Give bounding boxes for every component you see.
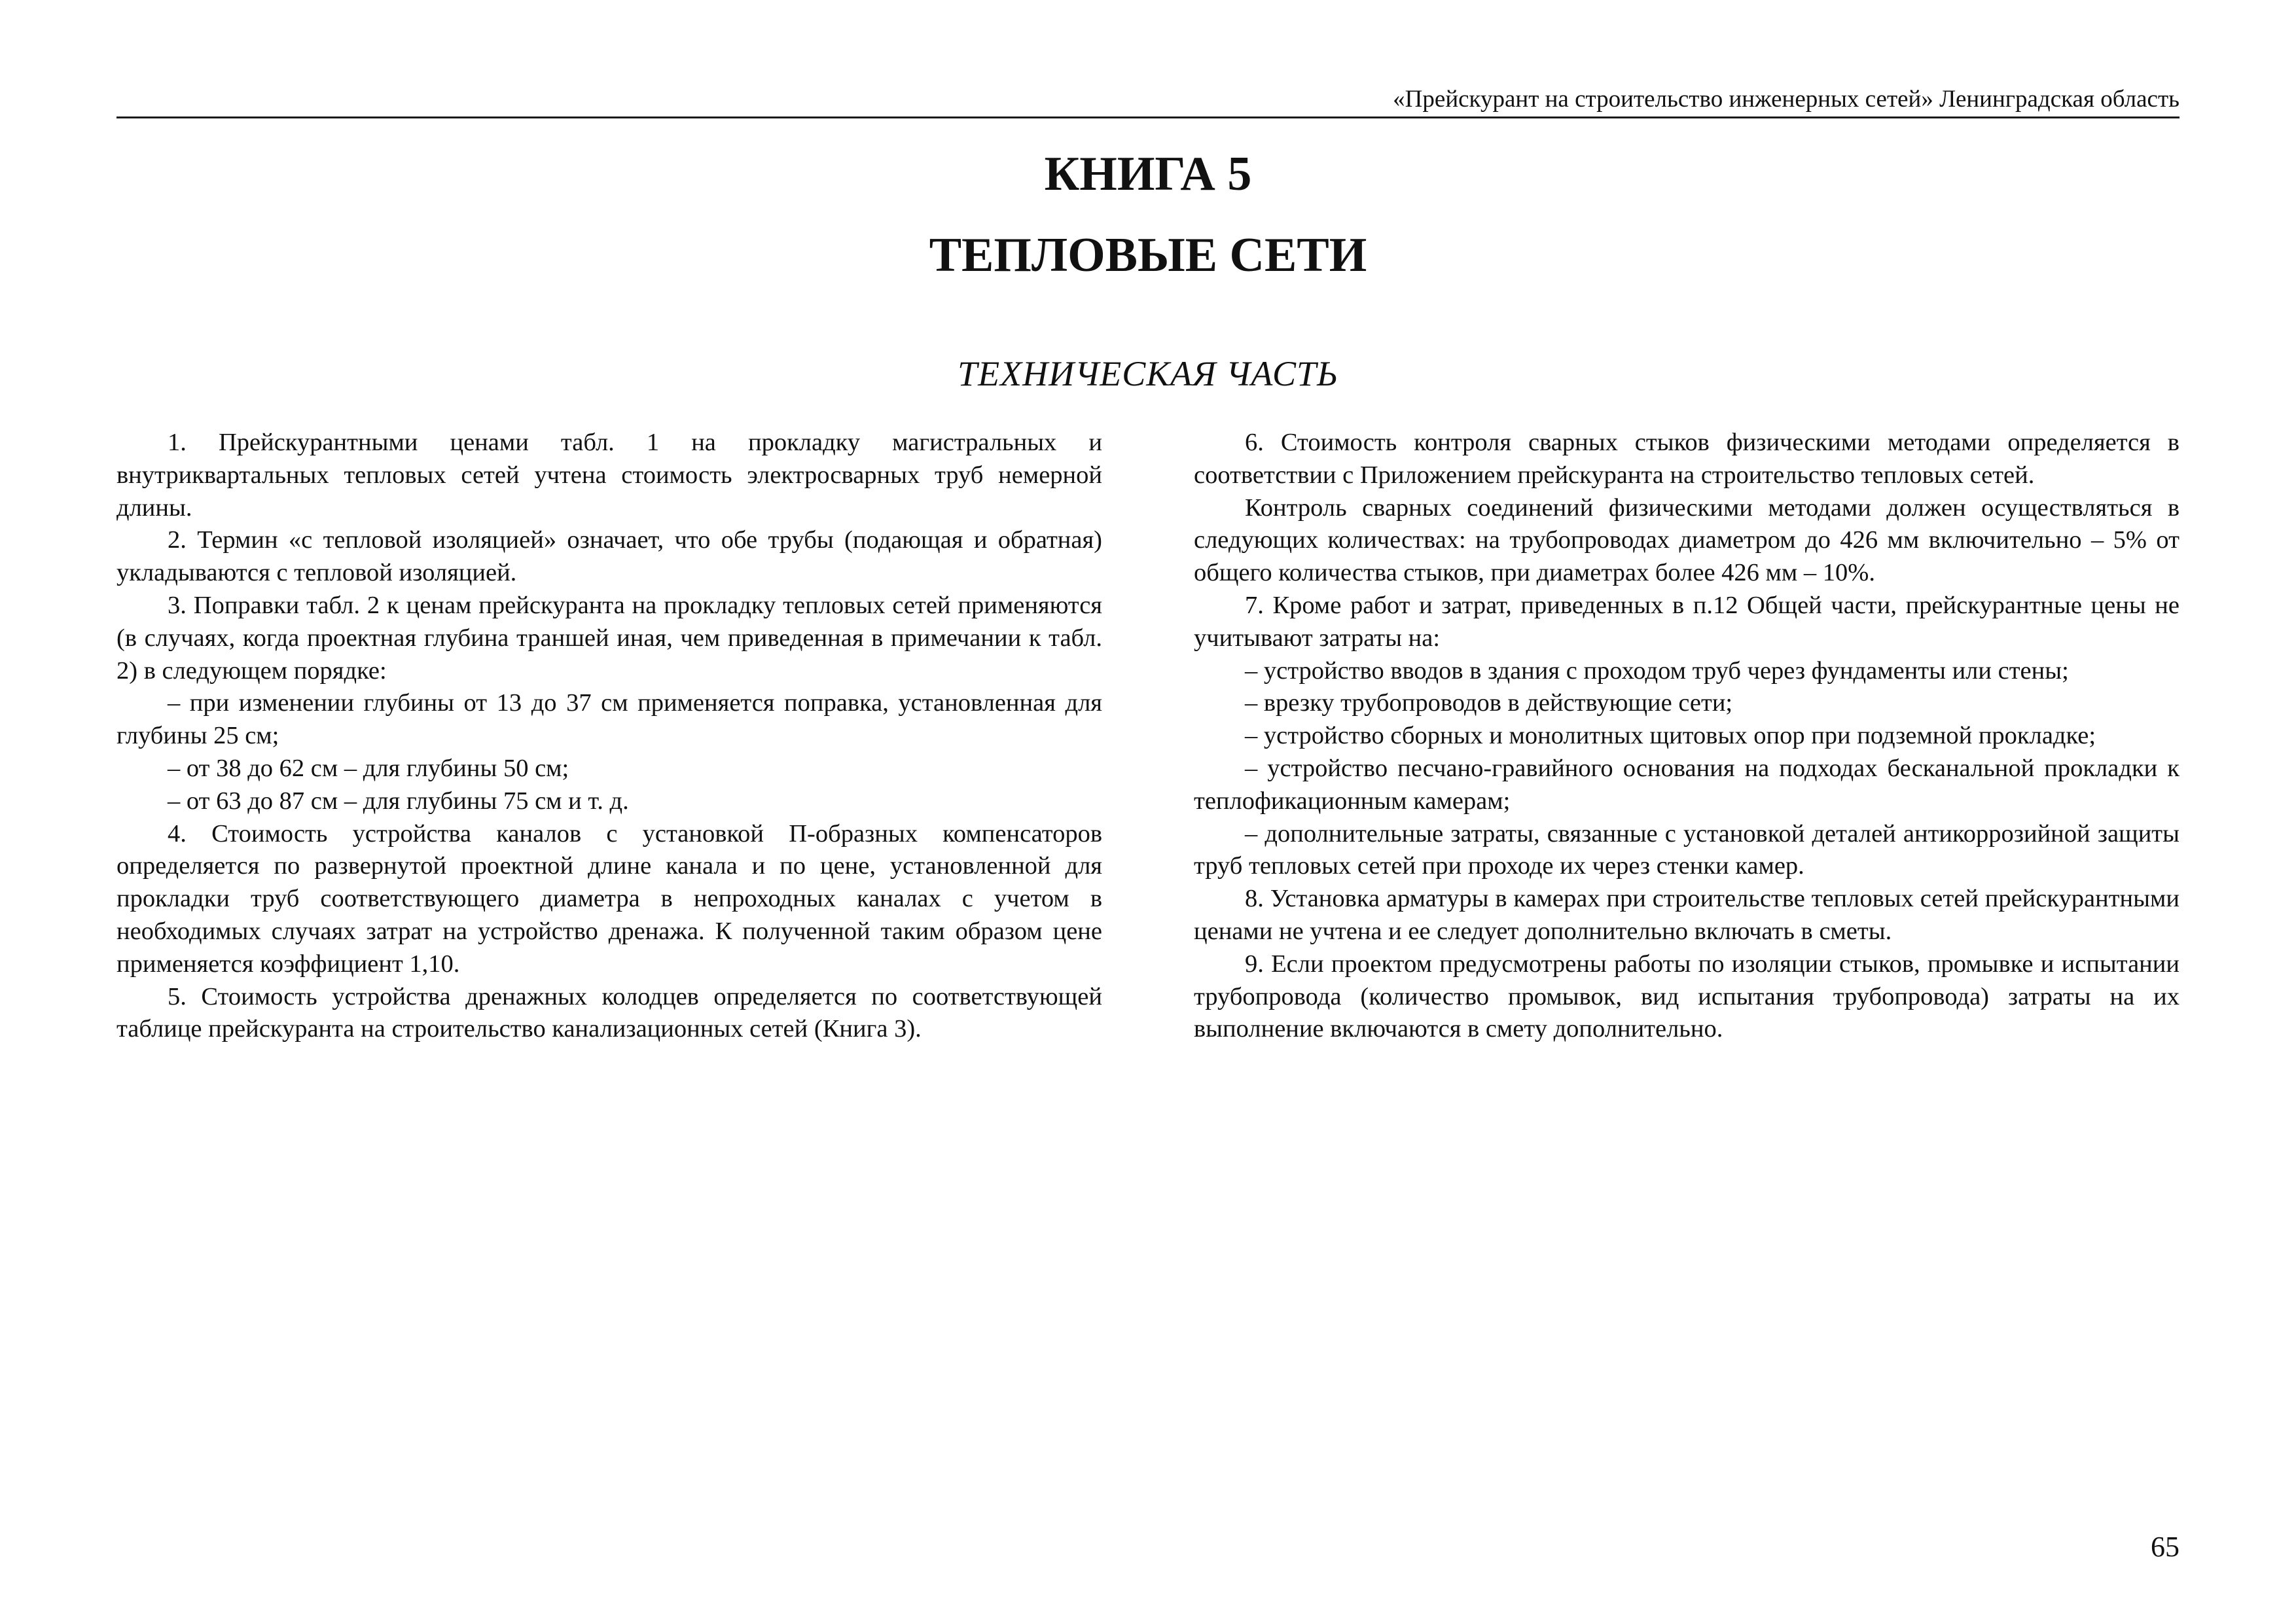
- paragraph-7-item-1: – устройство вводов в здания с проходом труб через фундаменты или стены;: [1245, 656, 2069, 685]
- left-column: [117, 427, 1102, 1046]
- header-rule: [117, 116, 2179, 118]
- paragraph-1: 1. Прейскурантными ценами табл. 1 на прокладку магистральных и внутриквартальных тепловых сетей учтена стоимость электросварных труб немерной длины.: [117, 429, 1102, 522]
- paragraph-3-item-3: – от 63 до 87 см – для глубины 75 см и т. д.: [168, 787, 629, 815]
- paragraph-6: 6. Стоимость контроля сварных стыков физическими методами определяется в соответствии с Приложением прейскуранта на строительство тепловых сетей.: [1194, 429, 2179, 489]
- paragraph-6-control: Контроль сварных соединений физическими методами должен осуществляться в следующих количествах: на трубопроводах диаметром до 426 мм включительно – 5% от общего количества стыков, при диаметрах более 426 мм – 10%.: [1194, 493, 2179, 587]
- paragraph-3-item-1: – при изменении глубины от 13 до 37 см применяется поправка, установленная для глубины 25 см;: [117, 689, 1102, 750]
- paragraph-7: 7. Кроме работ и затрат, приведенных в п.12 Общей части, прейскурантные цены не учитывают затраты на:: [1194, 591, 2179, 652]
- paragraph-3-item-2: – от 38 до 62 см – для глубины 50 см;: [168, 754, 569, 782]
- paragraph-4: 4. Стоимость устройства каналов с установкой П-образных компенсаторов определяется по развернутой проектной длине канала и по цене, установленной для прокладки труб соответствующего диаметра в непроходных каналах с учетом в необходимых случаях затрат на устройство дренажа. К полученной таким образом цене применяется коэффициент 1,10.: [117, 819, 1102, 978]
- page-number: 65: [2151, 1531, 2179, 1563]
- paragraph-7-item-2: – врезку трубопроводов в действующие сети;: [1245, 689, 1733, 717]
- book-title: КНИГА 5: [1044, 147, 1252, 201]
- part-title: ТЕХНИЧЕСКАЯ ЧАСТЬ: [958, 354, 1338, 393]
- paragraph-8: 8. Установка арматуры в камерах при строительстве тепловых сетей прейскурантными ценами не учтена и ее следует дополнительно включать в сметы.: [1194, 885, 2179, 945]
- paragraph-7-item-5: – дополнительные затраты, связанные с установкой деталей антикоррозийной защиты труб тепловых сетей при проходе их через стенки камер.: [1194, 819, 2179, 880]
- paragraph-7-item-4: – устройство песчано-гравийного основания на подходах бесканальной прокладки к теплофикационным камерам;: [1194, 754, 2179, 815]
- right-column: [1194, 427, 2179, 1046]
- paragraph-3: 3. Поправки табл. 2 к ценам прейскуранта на прокладку тепловых сетей применяются (в случаях, когда проектная глубина траншей иная, чем приведенная в примечании к табл. 2) в следующем порядке:: [117, 591, 1102, 685]
- paragraph-2: 2. Термин «с тепловой изоляцией» означает, что обе трубы (подающая и обратная) укладываются с тепловой изоляцией.: [117, 526, 1102, 587]
- section-title: ТЕПЛОВЫЕ СЕТИ: [929, 228, 1367, 282]
- paragraph-9: 9. Если проектом предусмотрены работы по изоляции стыков, промывке и испытании трубопровода (количество промывок, вид испытания трубопровода) затраты на их выполнение включаются в смету дополнительно.: [1194, 950, 2179, 1043]
- paragraph-5: 5. Стоимость устройства дренажных колодцев определяется по соответствующей таблице прейскуранта на строительство канализационных сетей (Книга 3).: [117, 982, 1102, 1043]
- paragraph-7-item-3: – устройство сборных и монолитных щитовых опор при подземной прокладке;: [1245, 722, 2096, 750]
- running-header: «Прейскурант на строительство инженерных сетей» Ленинградская область: [1393, 86, 2179, 113]
